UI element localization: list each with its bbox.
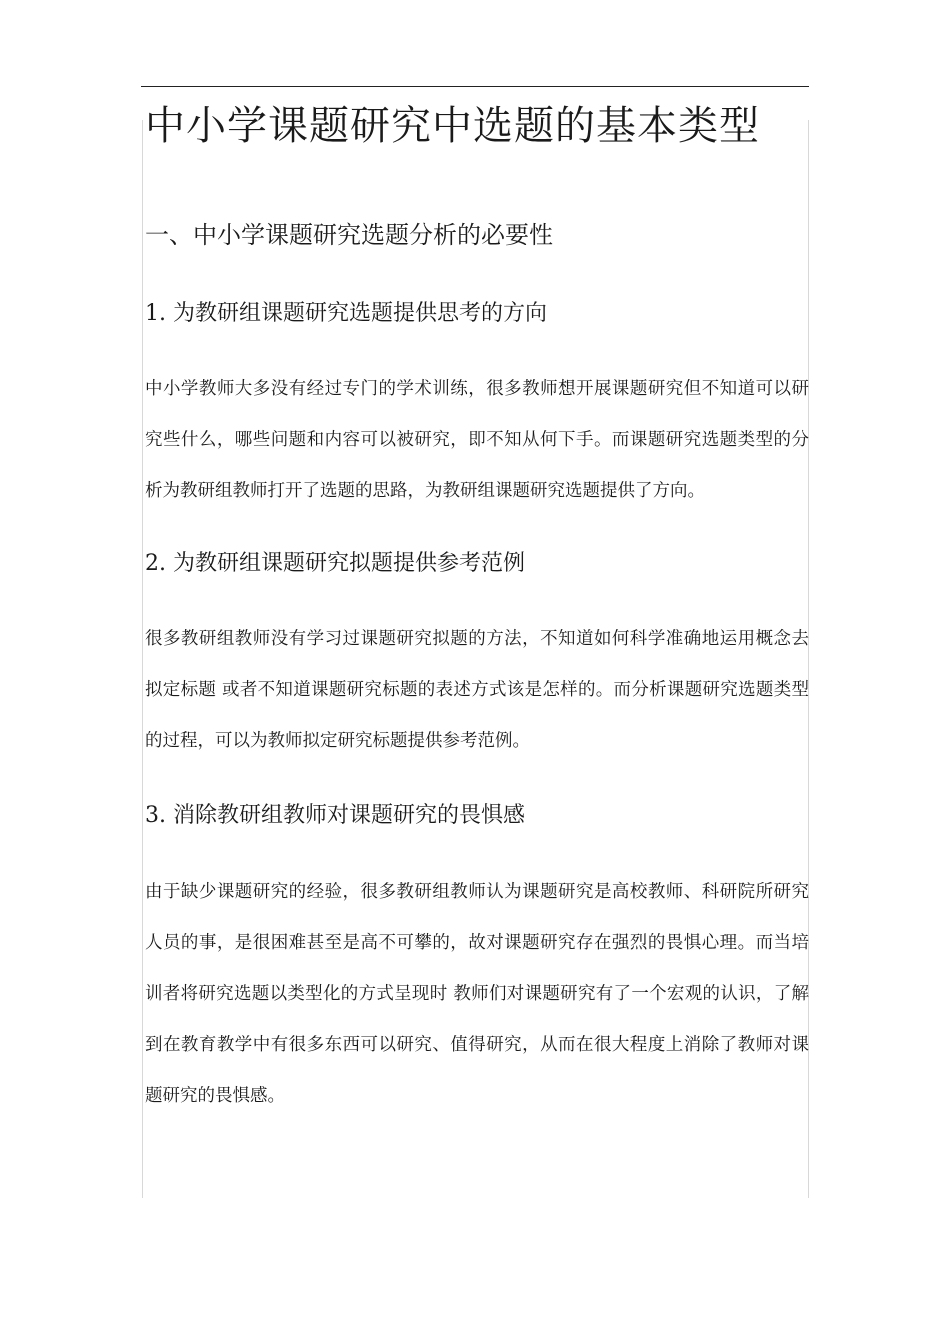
left-margin-rule: [142, 120, 143, 1198]
document-title: 中小学课题研究中选题的基本类型: [145, 103, 760, 149]
subsection-heading-3: 3. 消除教研组教师对课题研究的畏惧感: [145, 803, 525, 828]
subsection-paragraph-3: 由于缺少课题研究的经验，很多教研组教师认为课题研究是高校教师、科研院所研究人员的事，是很困难甚至是高不可攀的，故对课题研究存在强烈的畏惧心理。而当培训者将研究选题以类型化的方式呈现时 教师们对课题研究有了一个宏观的认识，了解到在教育教学中有很多东西可以研究、值得研究，从而在很大程度上消除了教师对课题研究的畏惧感。: [145, 882, 809, 1106]
subsection-heading-2: 2. 为教研组课题研究拟题提供参考范例: [145, 551, 525, 576]
document-body: [145, 96, 809, 1122]
top-rule: [141, 86, 809, 87]
subsection-paragraph-1: 中小学教师大多没有经过专门的学术训练，很多教师想开展课题研究但不知道可以研究些什么，哪些问题和内容可以被研究，即不知从何下手。而课题研究选题类型的分析为教研组教师打开了选题的思路，为教研组课题研究选题提供了方向。: [145, 379, 809, 501]
subsection-heading-1: 1. 为教研组课题研究选题提供思考的方向: [145, 301, 547, 326]
subsection-paragraph-2: 很多教研组教师没有学习过课题研究拟题的方法，不知道如何科学准确地运用概念去拟定标题 或者不知道课题研究标题的表述方式该是怎样的。而分析课题研究选题类型的过程，可以为教师拟定研究标题提供参考范例。: [145, 629, 809, 751]
section-heading: 一、中小学课题研究选题分析的必要性: [145, 221, 553, 249]
